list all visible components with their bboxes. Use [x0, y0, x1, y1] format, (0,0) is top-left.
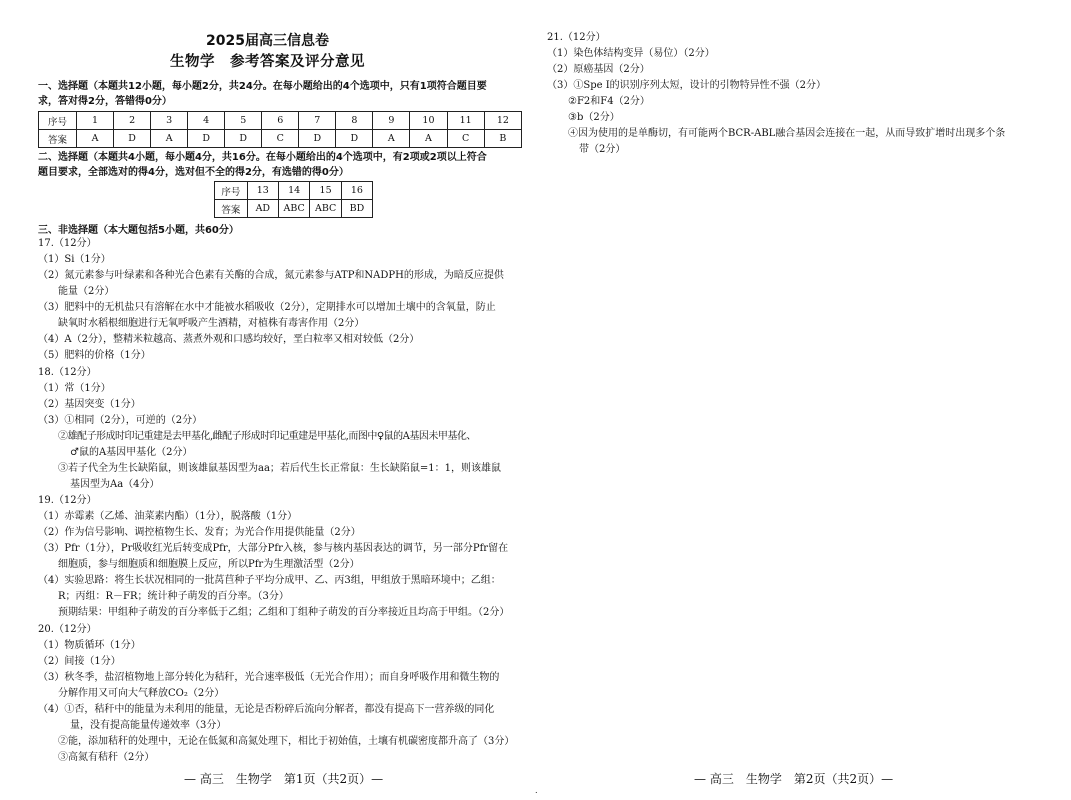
- table-cell: D: [299, 130, 336, 148]
- table-cell: B: [484, 130, 521, 148]
- answer-line: 缺氧时水稻根细胞进行无氧呼吸产生酒精，对植株有毒害作用（2分）: [58, 318, 365, 329]
- answer-line: ③b（2分）: [568, 112, 620, 123]
- answer-line: （3）肥料中的无机盐只有溶解在水中才能被水稻吸收（2分），定期排水可以增加土壤中的含氧量，防止: [38, 302, 496, 313]
- table-cell: 13: [247, 182, 278, 200]
- answer-line: （3）秋冬季，盐沼植物地上部分转化为秸秆，光合速率极低（无光合作用）；而自身呼吸作用和微生物的: [38, 672, 500, 683]
- table-cell: A: [410, 130, 447, 148]
- answer-line: R；丙组：R－FR；统计种子萌发的百分率。（3分）: [58, 591, 289, 602]
- answer-line: ②F2和F4（2分）: [568, 96, 650, 107]
- question-heading-21: 21.（12分）: [547, 32, 606, 43]
- answer-line: ④因为使用的是单酶切，有可能两个BCR-ABL融合基因会连接在一起，从而导致扩增时出现多个条: [568, 128, 1006, 139]
- document-title: 2025届高三信息卷: [206, 33, 329, 49]
- answer-line: （4）①否，秸秆中的能量为未利用的能量，无论是否粉碎后流向分解者，都没有提高下一营养级的同化: [38, 704, 495, 715]
- table-cell: 6: [262, 112, 299, 130]
- table-cell: A: [373, 130, 410, 148]
- table-cell: 答案: [39, 130, 77, 148]
- answer-line: 带（2分）: [579, 144, 626, 155]
- answer-line: （1）常（1分）: [38, 383, 111, 394]
- table-cell: 2: [114, 112, 151, 130]
- answer-line: 能量（2分）: [58, 286, 115, 297]
- section-3-heading: 三、非选择题（本大题包括5小题，共60分）: [38, 225, 239, 236]
- answer-line: （1）染色体结构变异（易位）（2分）: [547, 48, 715, 59]
- document-subtitle: 生物学 参考答案及评分意见: [170, 54, 365, 70]
- table-cell: 5: [225, 112, 262, 130]
- table-cell: D: [188, 130, 225, 148]
- table-cell: D: [225, 130, 262, 148]
- table-cell: 11: [447, 112, 484, 130]
- table-cell: D: [114, 130, 151, 148]
- answer-line: （4）实验思路：将生长状况相同的一批莴苣种子平均分成甲、乙、丙3组，甲组放于黑暗环境中；乙组：: [38, 575, 501, 586]
- answer-table-1-answer-row: [39, 130, 522, 148]
- answer-line: （1）物质循环（1分）: [38, 640, 141, 651]
- answer-table-2-number-row: [215, 182, 373, 200]
- table-cell: 9: [373, 112, 410, 130]
- table-cell: A: [151, 130, 188, 148]
- section-1-heading-line-2: 求，答对得2分，答错得0分）: [38, 96, 172, 107]
- answer-line: （3）Pfr（1分），Pr吸收红光后转变成Pfr，大部分Pfr入核，参与核内基因表达的调节，另一部分Pfr留在: [38, 543, 509, 554]
- answer-line: （3）①Spe Ⅰ的识别序列太短，设计的引物特异性不强（2分）: [547, 80, 827, 91]
- table-cell: 答案: [215, 200, 248, 218]
- answer-line: ③若子代全为生长缺陷鼠，则该雄鼠基因型为aa；若后代生长正常鼠：生长缺陷鼠=1：1，则该雄鼠: [58, 463, 502, 474]
- fold-mark: .: [535, 786, 538, 795]
- table-cell: ABC: [310, 200, 341, 218]
- table-cell: A: [77, 130, 114, 148]
- answer-line: ②雄配子形成时印记重建是去甲基化,雌配子形成时印记重建是甲基化,而图中♀鼠的A基因未甲基化、: [58, 431, 476, 442]
- answer-page-1: [0, 0, 535, 800]
- table-cell: C: [262, 130, 299, 148]
- answer-line: （2）原癌基因（2分）: [547, 64, 650, 75]
- section-2-heading-line-1: 二、选择题（本题共4小题，每小题4分，共16分。在每小题给出的4个选项中，有2项或2项以上符合: [38, 152, 487, 163]
- page-footer: — 高三 生物学 第1页（共2页）—: [184, 772, 384, 786]
- question-heading-18: 18.（12分）: [38, 367, 97, 378]
- section-2-heading: [38, 150, 524, 180]
- answer-line: 量，没有提高能量传递效率（3分）: [70, 720, 227, 731]
- table-cell: C: [447, 130, 484, 148]
- answer-line: ②能，添加秸秆的处理中，无论在低氮和高氮处理下，相比于初始值，土壤有机碳密度都升高了（3分）: [58, 736, 515, 747]
- answer-line: （2）作为信号影响、调控植物生长、发育；为光合作用提供能量（2分）: [38, 527, 361, 538]
- table-cell: 4: [188, 112, 225, 130]
- page-footer: — 高三 生物学 第2页（共2页）—: [694, 772, 894, 786]
- table-cell: AD: [247, 200, 278, 218]
- answer-line: （5）肥料的价格（1分）: [38, 350, 151, 361]
- answer-table-2-answer-row: [215, 200, 373, 218]
- table-cell: 10: [410, 112, 447, 130]
- table-cell: 序号: [39, 112, 77, 130]
- table-cell: 7: [299, 112, 336, 130]
- table-cell: 8: [336, 112, 373, 130]
- answer-line: （1）赤霉素（乙烯、油菜素内酯）（1分），脱落酸（1分）: [38, 511, 298, 522]
- answer-line: （2）基因突变（1分）: [38, 399, 141, 410]
- answer-table-2: [214, 181, 373, 218]
- question-heading-17: 17.（12分）: [38, 238, 97, 249]
- question-heading-19: 19.（12分）: [38, 495, 97, 506]
- answer-line: 基因型为Aa（4分）: [70, 479, 160, 490]
- answer-line: 预期结果：甲组种子萌发的百分率低于乙组；乙组和丁组种子萌发的百分率接近且均高于甲组。（2分）: [58, 607, 510, 618]
- table-cell: 12: [484, 112, 521, 130]
- answer-line: ♂鼠的A基因甲基化（2分）: [70, 447, 193, 458]
- answer-line: 细胞质，参与细胞质和细胞膜上反应，所以Pfr为生理激活型（2分）: [58, 559, 360, 570]
- question-heading-20: 20.（12分）: [38, 624, 97, 635]
- table-cell: 序号: [215, 182, 248, 200]
- answer-table-1-number-row: [39, 112, 522, 130]
- section-1-heading: [38, 79, 524, 109]
- answer-line: （4）A（2分），整精米粒越高、蒸煮外观和口感均较好，垩白粒率又相对较低（2分）: [38, 334, 420, 345]
- answer-table-1: [38, 111, 522, 148]
- table-cell: 3: [151, 112, 188, 130]
- table-cell: D: [336, 130, 373, 148]
- table-cell: 15: [310, 182, 341, 200]
- section-1-heading-line-1: 一、选择题（本题共12小题，每小题2分，共24分。在每小题给出的4个选项中，只有1项符合题目要: [38, 81, 487, 92]
- table-cell: 1: [77, 112, 114, 130]
- answer-line: （1）Si（1分）: [38, 254, 111, 265]
- answer-line: 分解作用又可向大气释放CO₂（2分）: [58, 688, 225, 699]
- answer-line: ③高氮有秸秆（2分）: [58, 752, 155, 763]
- table-cell: 14: [278, 182, 309, 200]
- section-2-heading-line-2: 题目要求，全部选对的得4分，选对但不全的得2分，有选错的得0分）: [38, 167, 349, 178]
- table-cell: ABC: [278, 200, 309, 218]
- answer-line: （2）氮元素参与叶绿素和各种光合色素有关酶的合成，氮元素参与ATP和NADPH的形成，为暗反应提供: [38, 270, 504, 281]
- table-cell: BD: [341, 200, 372, 218]
- answer-line: （3）①相同（2分），可逆的（2分）: [38, 415, 203, 426]
- answer-page-2: [535, 0, 1071, 800]
- table-cell: 16: [341, 182, 372, 200]
- answer-line: （2）间接（1分）: [38, 656, 121, 667]
